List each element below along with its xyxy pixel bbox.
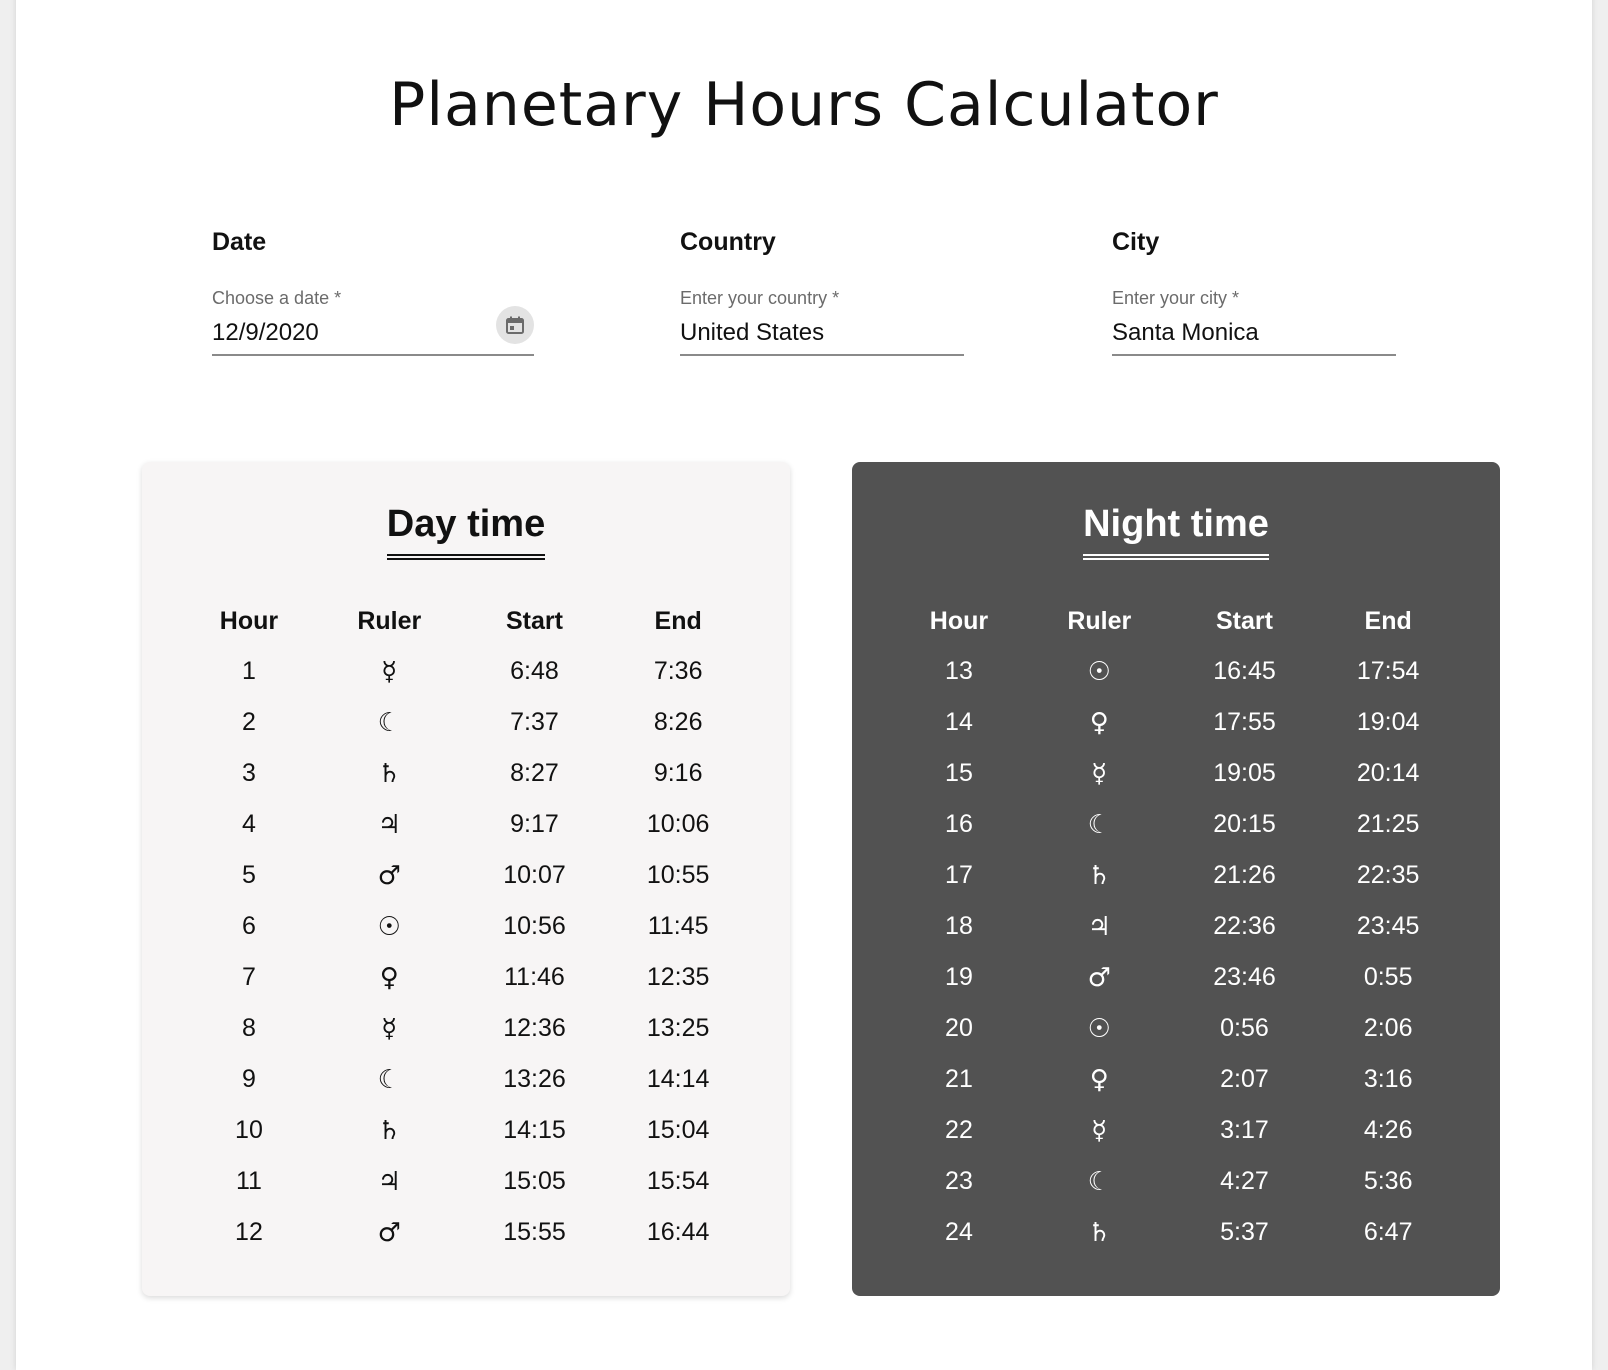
table-row [892,1054,1460,1105]
start-cell: 21:26 [1213,861,1276,889]
end-cell: 15:04 [646,1116,710,1144]
ruler-planet-icon: ☉ [377,911,401,942]
start-cell: 10:56 [503,912,566,940]
end-cell: 8:26 [653,708,703,736]
hour-cell: 10 [235,1116,263,1144]
end-cell: 13:25 [646,1014,710,1042]
table-row [182,901,750,952]
column-header-start: Start [1216,606,1273,635]
ruler-planet-icon: ♀ [379,962,399,993]
table-row [182,952,750,1003]
start-cell: 4:27 [1220,1167,1269,1195]
end-cell: 22:35 [1356,861,1420,889]
table-row [892,1156,1460,1207]
table-row [182,646,750,697]
city-input[interactable] [1112,318,1396,356]
ruler-planet-icon: ♂ [377,1217,401,1248]
hour-cell: 12 [235,1218,263,1246]
date-label: Choose a date * [212,288,342,308]
date-field [212,228,534,356]
end-cell: 4:26 [1363,1116,1413,1144]
end-cell: 7:36 [653,657,703,685]
end-cell: 9:16 [653,759,703,787]
ruler-planet-icon: ♄ [377,758,401,789]
hour-cell: 3 [242,759,256,787]
hour-cell: 19 [945,963,973,991]
date-heading: Date [212,228,267,256]
night-title: Night time [1083,502,1269,560]
start-cell: 11:46 [504,963,565,991]
hour-cell: 16 [945,810,973,838]
hour-cell: 21 [945,1065,973,1093]
table-row [182,1156,750,1207]
ruler-planet-icon: ☉ [1087,1013,1111,1044]
hour-cell: 15 [945,759,973,787]
table-row [892,1207,1460,1258]
hour-cell: 24 [945,1218,973,1246]
table-row [892,901,1460,952]
day-title-wrap [142,502,790,560]
end-cell: 6:47 [1363,1218,1413,1246]
hour-cell: 18 [945,912,973,940]
hour-cell: 9 [242,1065,256,1093]
ruler-planet-icon: ♃ [377,809,401,840]
calendar-button[interactable] [496,306,534,344]
start-cell: 22:36 [1213,912,1276,940]
ruler-planet-icon: ☉ [1087,656,1111,687]
table-row [182,799,750,850]
main-card [16,0,1592,1370]
hour-cell: 1 [242,657,256,685]
table-row [182,1207,750,1258]
ruler-planet-icon: ♄ [377,1115,401,1146]
end-cell: 16:44 [646,1218,710,1246]
start-cell: 0:56 [1220,1014,1269,1042]
hour-cell: 11 [235,1167,262,1195]
table-row [182,1054,750,1105]
date-input[interactable] [212,318,534,356]
ruler-planet-icon: ♀ [1089,1064,1109,1095]
column-header-hour: Hour [219,606,279,635]
start-cell: 12:36 [503,1014,566,1042]
start-cell: 9:17 [510,810,559,838]
start-cell: 16:45 [1213,657,1276,685]
hour-cell: 14 [945,708,973,736]
start-cell: 17:55 [1213,708,1276,736]
table-row [892,850,1460,901]
day-hours-table [182,596,750,1258]
end-cell: 10:06 [646,810,710,838]
end-cell: 2:06 [1363,1014,1413,1042]
end-cell: 17:54 [1356,657,1420,685]
start-cell: 6:48 [510,657,559,685]
ruler-planet-icon: ☾ [377,1064,401,1095]
start-cell: 8:27 [510,759,559,787]
night-header-row [892,596,1460,646]
city-label: Enter your city * [1112,288,1240,308]
country-field [680,228,964,356]
column-header-start: Start [506,606,563,635]
ruler-planet-icon: ♂ [377,860,401,891]
column-header-hour: Hour [929,606,989,635]
night-time-panel [852,462,1500,1296]
ruler-planet-icon: ♄ [1087,860,1111,891]
end-cell: 5:36 [1363,1167,1413,1195]
end-cell: 10:55 [646,861,710,889]
start-cell: 7:37 [510,708,559,736]
start-cell: 2:07 [1220,1065,1269,1093]
table-row [892,697,1460,748]
end-cell: 12:35 [646,963,710,991]
column-header-ruler: Ruler [357,606,422,635]
calendar-icon [505,315,525,335]
hour-cell: 17 [945,861,973,889]
day-time-panel [142,462,790,1296]
ruler-planet-icon: ☿ [381,656,398,687]
start-cell: 23:46 [1213,963,1276,991]
country-heading: Country [680,228,776,256]
hour-cell: 20 [945,1014,973,1042]
table-row [892,799,1460,850]
start-cell: 19:05 [1213,759,1276,787]
country-input[interactable] [680,318,964,356]
city-heading: City [1112,228,1160,256]
hour-cell: 6 [242,912,256,940]
column-header-ruler: Ruler [1067,606,1132,635]
start-cell: 20:15 [1213,810,1276,838]
hour-cell: 23 [945,1167,973,1195]
ruler-planet-icon: ☿ [1091,758,1108,789]
country-value[interactable]: United States [680,319,825,346]
start-cell: 5:37 [1220,1218,1269,1246]
hour-cell: 22 [945,1116,973,1144]
table-row [892,646,1460,697]
end-cell: 21:25 [1356,810,1420,838]
page-title: Planetary Hours Calculator [389,70,1219,140]
ruler-planet-icon: ♂ [1087,962,1111,993]
ruler-planet-icon: ♀ [1089,707,1109,738]
hour-cell: 13 [945,657,973,685]
start-cell: 13:26 [503,1065,566,1093]
table-row [892,952,1460,1003]
table-row [182,850,750,901]
start-cell: 15:05 [503,1167,566,1195]
end-cell: 19:04 [1356,708,1420,736]
table-row [892,748,1460,799]
ruler-planet-icon: ☾ [377,707,401,738]
hour-cell: 2 [242,708,256,736]
column-header-end: End [1364,606,1412,635]
end-cell: 0:55 [1363,963,1413,991]
night-hours-table [892,596,1460,1258]
start-cell: 15:55 [503,1218,566,1246]
column-header-end: End [654,606,702,635]
end-cell: 3:16 [1363,1065,1413,1093]
ruler-planet-icon: ☿ [1091,1115,1108,1146]
day-title: Day time [387,502,545,560]
city-field [1112,228,1396,356]
table-row [182,697,750,748]
city-value[interactable]: Santa Monica [1112,319,1259,346]
night-title-wrap [852,502,1500,560]
hour-cell: 8 [242,1014,256,1042]
ruler-planet-icon: ♄ [1087,1217,1111,1248]
table-row [182,1003,750,1054]
hour-cell: 7 [242,963,256,991]
table-row [182,748,750,799]
day-header-row [182,596,750,646]
start-cell: 3:17 [1220,1116,1269,1144]
end-cell: 15:54 [646,1167,710,1195]
table-row [892,1003,1460,1054]
ruler-planet-icon: ♃ [377,1166,401,1197]
table-row [182,1105,750,1156]
end-cell: 23:45 [1356,912,1420,940]
ruler-planet-icon: ♃ [1087,911,1111,942]
table-row [892,1105,1460,1156]
start-cell: 10:07 [503,861,566,889]
hour-cell: 4 [242,810,256,838]
ruler-planet-icon: ☾ [1087,809,1111,840]
country-label: Enter your country * [680,288,840,308]
hour-cell: 5 [242,861,256,889]
ruler-planet-icon: ☾ [1087,1166,1111,1197]
end-cell: 14:14 [646,1065,710,1093]
ruler-planet-icon: ☿ [381,1013,398,1044]
date-value[interactable]: 12/9/2020 [212,319,319,346]
start-cell: 14:15 [503,1116,566,1144]
end-cell: 11:45 [647,912,709,940]
end-cell: 20:14 [1356,759,1420,787]
